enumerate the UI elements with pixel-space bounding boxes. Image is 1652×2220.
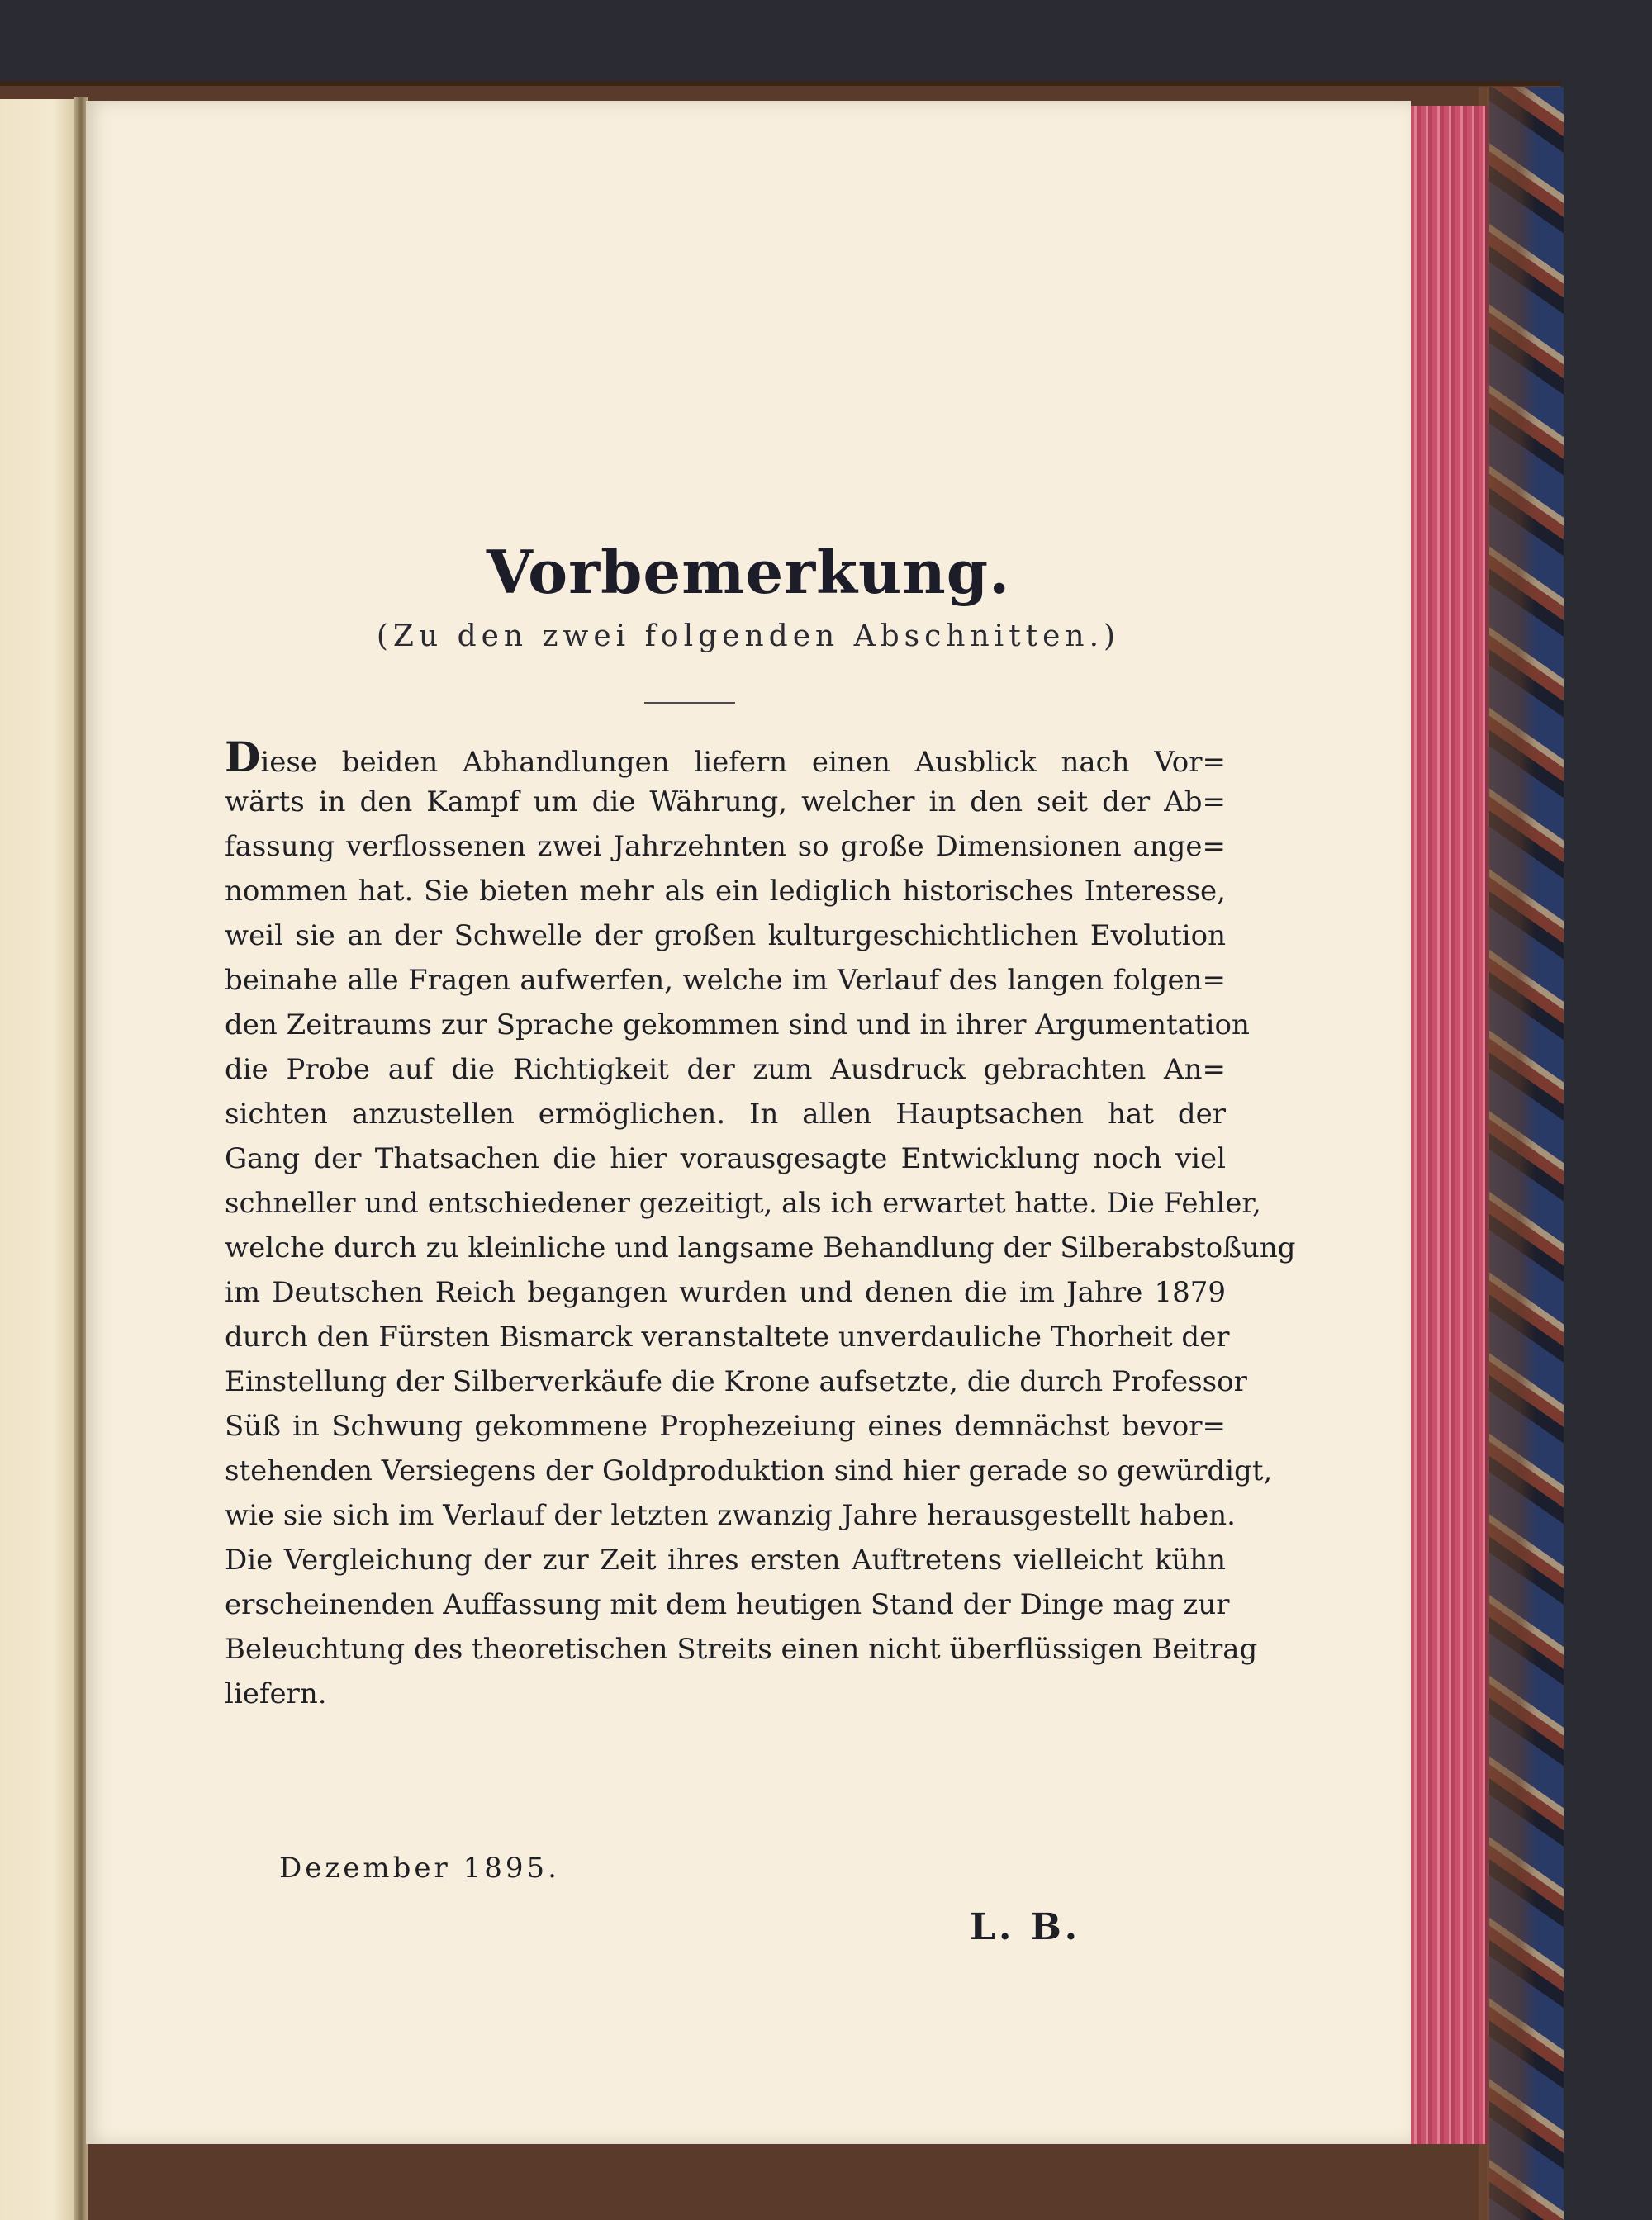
text-line: weil sie an der Schwelle der großen kulturgeschichtlichen Evolution <box>225 919 1226 952</box>
text-line: Diese beiden Abhandlungen liefern einen Ausblick nach Vor= <box>225 733 1226 781</box>
date-line: Dezember 1895. <box>279 1852 560 1885</box>
text-line: durch den Fürsten Bismarck veranstaltete unverdauliche Thorheit der <box>225 1321 1230 1354</box>
divider-rule <box>644 702 735 704</box>
text-line: Süß in Schwung gekommene Prophezeiung eines demnächst bevor= <box>225 1410 1226 1443</box>
page-title: Vorbemerkung. <box>486 537 1011 607</box>
text-line: Die Vergleichung der zur Zeit ihres ersten Auftretens vielleicht kühn <box>225 1544 1226 1577</box>
text-line: liefern. <box>225 1677 327 1710</box>
text-line: fassung verflossenen zwei Jahrzehnten so große Dimensionen ange= <box>225 830 1226 863</box>
text-line: sichten anzustellen ermöglichen. In allen Hauptsachen hat der <box>225 1098 1226 1131</box>
text-line: im Deutschen Reich begangen wurden und denen die im Jahre 1879 <box>225 1276 1226 1309</box>
text-line: beinahe alle Fragen aufwerfen, welche im Verlauf des langen folgen= <box>225 964 1226 997</box>
left-page <box>0 99 76 2220</box>
drop-cap: D <box>225 733 261 781</box>
text-line: Beleuchtung des theoretischen Streits einen nicht überflüssigen Beitrag <box>225 1633 1258 1666</box>
text-line: welche durch zu kleinliche und langsame Behandlung der Silberabstoßung <box>225 1231 1296 1264</box>
body-paragraph <box>225 733 1296 1716</box>
page-subtitle: (Zu den zwei folgenden Abschnitten.) <box>376 619 1121 653</box>
book-page <box>86 101 1411 2144</box>
text-line: wie sie sich im Verlauf der letzten zwanzig Jahre herausgestellt haben. <box>225 1499 1236 1532</box>
author-signature: L. B. <box>970 1906 1081 1948</box>
text-line: nommen hat. Sie bieten mehr als ein lediglich historisches Interesse, <box>225 875 1226 908</box>
red-page-edges <box>1409 106 1488 2144</box>
text-line: erscheinenden Auffassung mit dem heutigen Stand der Dinge mag zur <box>225 1588 1230 1621</box>
text-line: Einstellung der Silberverkäufe die Krone aufsetzte, die durch Professor <box>225 1365 1247 1398</box>
text-line: die Probe auf die Richtigkeit der zum Ausdruck gebrachten An= <box>225 1053 1226 1086</box>
text-line: schneller und entschiedener gezeitigt, als ich erwartet hatte. Die Fehler, <box>225 1187 1261 1220</box>
text-line: stehenden Versiegens der Goldproduktion sind hier gerade so gewürdigt, <box>225 1454 1273 1487</box>
text-line: Gang der Thatsachen die hier vorausgesagte Entwicklung noch viel <box>225 1142 1226 1175</box>
text-line: wärts in den Kampf um die Währung, welcher in den seit der Ab= <box>225 785 1226 818</box>
text-line: den Zeitraums zur Sprache gekommen sind und in ihrer Argumentation <box>225 1008 1250 1041</box>
